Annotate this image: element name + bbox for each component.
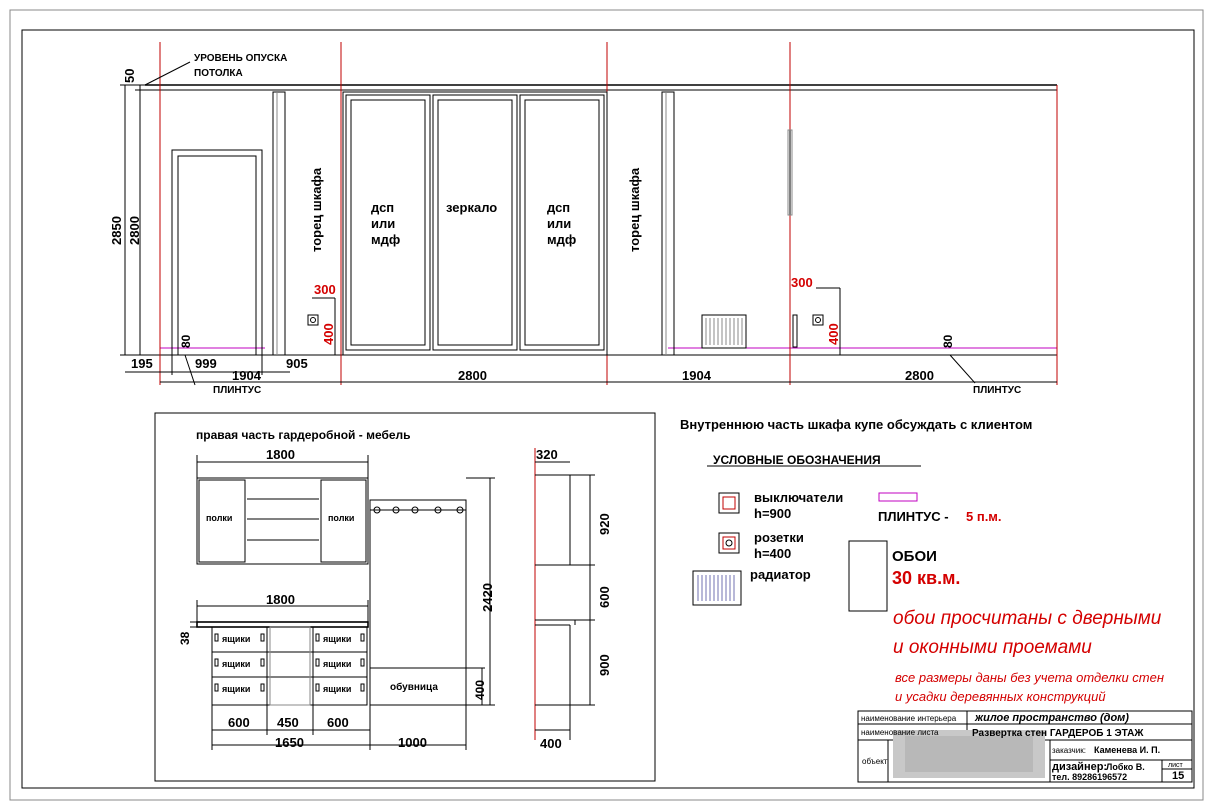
dim-80-left: 80 bbox=[179, 334, 193, 348]
stamp-interior-value: жилое пространство (дом) bbox=[975, 712, 1129, 724]
side-dim-320: 320 bbox=[536, 447, 558, 462]
bottom-width-1800: 1800 bbox=[266, 592, 295, 607]
dim-1904-a: 1904 bbox=[232, 368, 261, 383]
stamp-label-designer: дизайнер: bbox=[1052, 761, 1108, 773]
legend-switches-height: h=900 bbox=[754, 506, 792, 521]
switch-symbol bbox=[719, 493, 739, 513]
legend bbox=[693, 466, 921, 611]
panel-mirror-label: зеркало bbox=[446, 200, 498, 215]
socket-legend-symbol bbox=[719, 533, 739, 553]
legend-plinth-qty: 5 п.м. bbox=[966, 509, 1002, 524]
panel-right-line-3: мдф bbox=[547, 232, 577, 247]
stamp-customer-value: Каменева И. П. bbox=[1094, 745, 1161, 755]
wallpaper-note-1: обои просчитаны с дверными bbox=[893, 608, 1162, 629]
cabinet-end-left-label: торец шкафа bbox=[309, 167, 324, 252]
ceiling-label-1: УРОВЕНЬ ОПУСКА bbox=[194, 53, 288, 64]
shelf-label-left: полки bbox=[206, 513, 233, 523]
stamp-label-sheet: лист bbox=[1168, 762, 1183, 769]
dim-80-right: 80 bbox=[941, 334, 955, 348]
side-dim-920: 920 bbox=[597, 513, 612, 535]
cabinet-end-left-post bbox=[273, 92, 285, 355]
socket-dim-400-right: 400 bbox=[826, 323, 841, 345]
stamp-label-interior: наименование интерьера bbox=[861, 714, 957, 723]
drawer-label-4: ящики bbox=[323, 634, 352, 644]
drawer-label-5: ящики bbox=[323, 659, 352, 669]
radiator-elevation bbox=[702, 315, 746, 348]
stamp-sheet-number: 15 bbox=[1172, 770, 1185, 782]
dim-2800-a: 2800 bbox=[458, 368, 487, 383]
panel-right-line-2: или bbox=[547, 216, 572, 231]
stamp-sheet-name-value: Развертка стен ГАРДЕРОБ 1 ЭТАЖ bbox=[972, 728, 1144, 739]
coat-section bbox=[370, 500, 466, 705]
furniture-labels bbox=[178, 428, 612, 751]
panel-left-line-1: дсп bbox=[371, 200, 395, 215]
socket-symbol-left bbox=[308, 315, 318, 325]
plinth-legend-symbol bbox=[879, 493, 917, 501]
legend-radiator: радиатор bbox=[750, 567, 811, 582]
legend-sockets-height: h=400 bbox=[754, 546, 792, 561]
legend-labels bbox=[680, 417, 1164, 704]
stamp-designer-value: Лобко В. bbox=[1106, 762, 1145, 772]
plinth-label-right: ПЛИНТУС bbox=[973, 385, 1022, 396]
dim-1000: 1000 bbox=[398, 735, 427, 750]
dim-2800-b: 2800 bbox=[905, 368, 934, 383]
dim-600-b: 600 bbox=[327, 715, 349, 730]
legend-wallpaper: ОБОИ bbox=[892, 548, 937, 565]
ceiling-label-2: ПОТОЛКА bbox=[194, 68, 243, 79]
wardrobe-door-mirror bbox=[433, 95, 517, 350]
furniture-title: правая часть гардеробной - мебель bbox=[196, 428, 411, 442]
dim-1904-b: 1904 bbox=[682, 368, 711, 383]
dim-905: 905 bbox=[286, 356, 308, 371]
legend-plinth: ПЛИНТУС - bbox=[878, 509, 949, 524]
wall-elevation bbox=[120, 42, 1057, 385]
dim-450: 450 bbox=[277, 715, 299, 730]
dim-2800-vertical: 2800 bbox=[127, 216, 142, 245]
door-frame bbox=[172, 150, 262, 355]
socket-dim-300-left: 300 bbox=[314, 282, 336, 297]
drawer-label-3: ящики bbox=[222, 684, 251, 694]
shoe-rack-label: обувница bbox=[390, 682, 438, 693]
panel-right-line-1: дсп bbox=[547, 200, 571, 215]
side-dim-400: 400 bbox=[540, 736, 562, 751]
dim-999: 999 bbox=[195, 356, 217, 371]
dim-1650: 1650 bbox=[275, 735, 304, 750]
legend-title: УСЛОВНЫЕ ОБОЗНАЧЕНИЯ bbox=[713, 453, 881, 467]
cabinet-end-right-label: торец шкафа bbox=[627, 167, 642, 252]
socket-dim-300-right: 300 bbox=[791, 275, 813, 290]
dim-50: 50 bbox=[122, 68, 137, 83]
drawer-label-6: ящики bbox=[323, 684, 352, 694]
wardrobe-note: Внутреннюю часть шкафа купе обсуждать с клиентом bbox=[680, 417, 1033, 432]
dim-2850: 2850 bbox=[109, 216, 124, 245]
dim-38: 38 bbox=[178, 631, 192, 645]
dim-195: 195 bbox=[131, 356, 153, 371]
dimensions-note-2: и усадки деревянных конструкций bbox=[895, 689, 1106, 704]
socket-symbol-right bbox=[813, 315, 823, 325]
socket-dim-400-left: 400 bbox=[321, 323, 336, 345]
panel-left-line-3: мдф bbox=[371, 232, 401, 247]
drawer-label-1: ящики bbox=[222, 634, 251, 644]
legend-sockets: розетки bbox=[754, 530, 804, 545]
door-leaf bbox=[178, 156, 256, 355]
legend-switches: выключатели bbox=[754, 490, 844, 505]
legend-wallpaper-qty: 30 кв.м. bbox=[892, 568, 961, 588]
panel-left-line-2: или bbox=[371, 216, 396, 231]
stamp-label-sheet-name: наименование листа bbox=[861, 728, 939, 737]
side-dim-600: 600 bbox=[597, 586, 612, 608]
stamp-label-object: объект bbox=[862, 757, 888, 766]
countertop bbox=[197, 622, 368, 627]
wallpaper-note-2: и оконными проемами bbox=[893, 637, 1092, 658]
dimensions-note-1: все размеры даны без учета отделки стен bbox=[895, 670, 1165, 685]
top-width-1800: 1800 bbox=[266, 447, 295, 462]
dim-2420: 2420 bbox=[480, 583, 495, 612]
shelf-label-right: полки bbox=[328, 513, 355, 523]
plinth-label-left: ПЛИНТУС bbox=[213, 385, 262, 396]
wallpaper-legend-symbol bbox=[849, 541, 887, 611]
dim-600-a: 600 bbox=[228, 715, 250, 730]
dim-400-shoe: 400 bbox=[473, 679, 487, 700]
side-dim-900: 900 bbox=[597, 654, 612, 676]
drawer-label-2: ящики bbox=[222, 659, 251, 669]
stamp-label-customer: заказчик: bbox=[1052, 746, 1086, 755]
stamp-phone: тел. 89286196572 bbox=[1052, 772, 1128, 782]
cabinet-end-right-post bbox=[662, 92, 674, 355]
